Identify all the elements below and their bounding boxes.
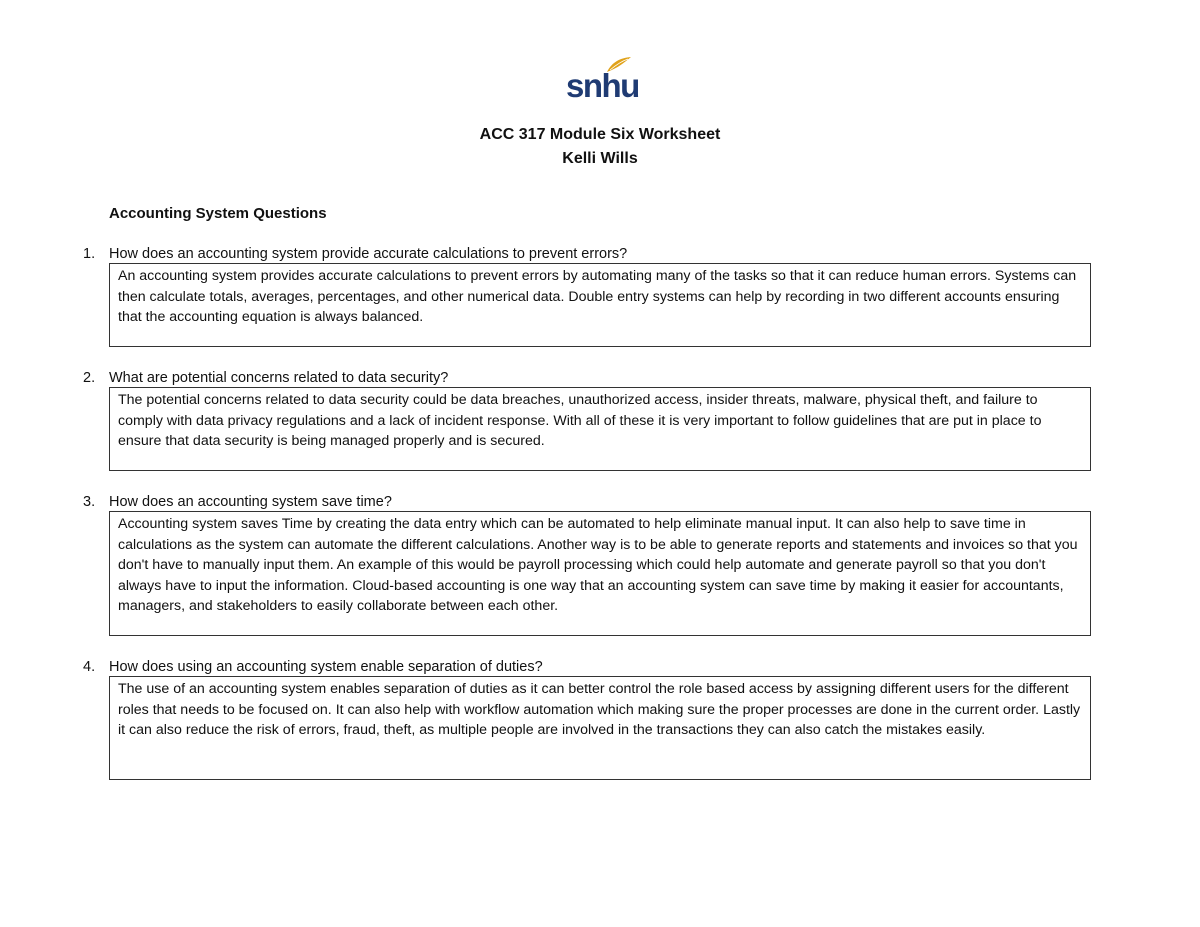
answer-box-3: Accounting system saves Time by creating the data entry which can be automated to help eliminate manual input. It can also help to save time in calculations as the system can automate the different calculations. Another way is to be able to generate reports and statements and invoices so that you don't have to manually input them. An example of this would be payroll processing which could help automate and generate payroll so that you don't always have to input the information. Cloud-based accounting is one way that an accounting system can save time by making it easier for accountants, managers, and stakeholders to easily collaborate between each other. xyxy=(109,511,1091,636)
question-text: What are potential concerns related to data security? xyxy=(109,370,449,386)
logo-text: snhu xyxy=(566,67,639,104)
question-text: How does an accounting system save time? xyxy=(109,494,392,510)
question-3 xyxy=(83,493,392,511)
document-header xyxy=(0,123,1200,171)
question-number: 4. xyxy=(83,659,96,675)
question-4 xyxy=(83,658,543,676)
author-name: Kelli Wills xyxy=(562,150,638,167)
answer-box-4: The use of an accounting system enables separation of duties as it can better control the role based access by assigning different users for the different roles that needs to be focused on. It can also help with workflow automation which making sure the proper processes are done in the current order. Lastly it can also reduce the risk of errors, fraud, theft, as multiple people are involved in the transactions they can also catch the mistakes easily. xyxy=(109,676,1091,780)
snhu-logo xyxy=(562,56,638,106)
question-text: How does an accounting system provide accurate calculations to prevent errors? xyxy=(109,246,628,262)
answer-box-2: The potential concerns related to data security could be data breaches, unauthorized access, insider threats, malware, physical theft, and failure to comply with data privacy regulations and a lack of incident response. With all of these it is very important to follow guidelines that are put in place to ensure that data security is being managed properly and is secured. xyxy=(109,387,1091,471)
question-number: 3. xyxy=(83,494,96,510)
question-number: 1. xyxy=(83,246,96,262)
question-2 xyxy=(83,369,448,387)
answer-box-1: An accounting system provides accurate calculations to prevent errors by automating many of the tasks so that it can reduce human errors. Systems can then calculate totals, averages, percentages, and other numerical data. Double entry systems can help by recording in two different accounts ensuring that the accounting equation is always balanced. xyxy=(109,263,1091,347)
document-title: ACC 317 Module Six Worksheet xyxy=(479,126,721,143)
question-1 xyxy=(83,245,627,263)
section-heading: Accounting System Questions xyxy=(109,205,327,222)
question-text: How does using an accounting system enable separation of duties? xyxy=(109,659,543,675)
question-number: 2. xyxy=(83,370,96,386)
